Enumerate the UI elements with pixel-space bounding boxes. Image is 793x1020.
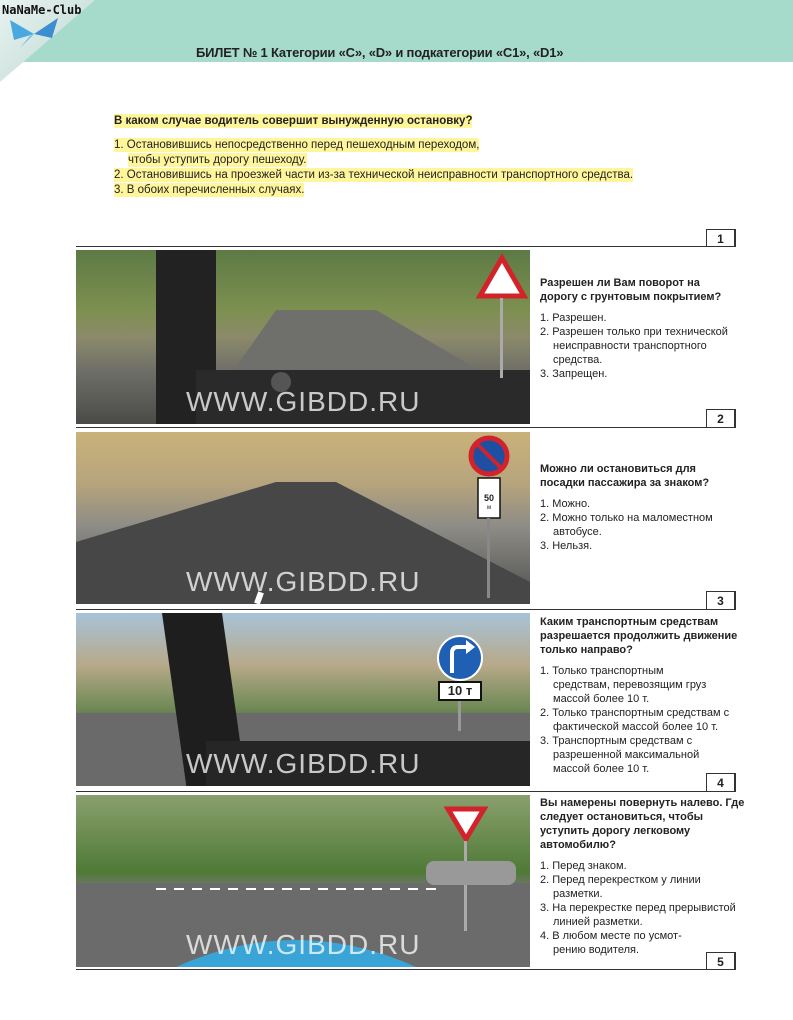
answer: 1. Разрешен. bbox=[540, 312, 607, 324]
question-number: 1 bbox=[706, 229, 736, 247]
answer: 3. Запрещен. bbox=[540, 368, 608, 380]
photo-street-stop bbox=[76, 432, 530, 604]
answer-2: 2. Остановившись на проезжей части из-за технической неисправности транспортного средства. bbox=[114, 169, 634, 181]
answer: 2. Разрешен только при технической неисправности транспортного средства. bbox=[540, 326, 728, 366]
answer: 4. В любом месте по усмот-рению водителя. bbox=[540, 930, 682, 956]
answer: 2. Только транспортным средствам с фактической массой более 10 т. bbox=[540, 707, 730, 733]
main-question bbox=[114, 114, 633, 198]
watermark: WWW.GIBDD.RU bbox=[186, 748, 421, 779]
question-text: Можно ли остановиться для посадки пассажира за знаком? bbox=[540, 463, 710, 489]
photo-right-turn-sign bbox=[76, 613, 530, 786]
answer-1: 1. Остановившись непосредственно перед пешеходным переходом, bbox=[114, 139, 480, 151]
photo-road-turn bbox=[76, 250, 530, 424]
watermark: WWW.GIBDD.RU bbox=[186, 386, 421, 417]
answer: 2. Можно только на маломестном автобусе. bbox=[540, 512, 713, 538]
weight-sign-value: 10 т bbox=[447, 683, 473, 698]
question-text: Каким транспортным средствам разрешается продолжить движение только направо? bbox=[540, 616, 738, 656]
answer: 2. Перед перекрестком у линии разметки. bbox=[540, 874, 701, 900]
divider bbox=[76, 427, 736, 428]
question-3 bbox=[540, 615, 745, 776]
question-number: 5 bbox=[706, 952, 736, 970]
watermark: WWW.GIBDD.RU bbox=[186, 566, 421, 597]
answer-3: 3. В обоих перечисленных случаях. bbox=[114, 184, 305, 196]
answer-1-cont: чтобы уступить дорогу пешеходу. bbox=[128, 154, 307, 166]
question-4 bbox=[540, 796, 745, 957]
answer: 3. Транспортным средствам с разрешенной максимальной массой более 10 т. bbox=[540, 735, 700, 775]
question-1 bbox=[540, 276, 740, 381]
question-text: Вы намерены повернуть налево. Где следует остановиться, чтобы уступить дорогу легковому автомобилю? bbox=[540, 797, 745, 851]
answer: 1. Можно. bbox=[540, 498, 591, 510]
divider bbox=[76, 246, 736, 247]
question-text: Разрешен ли Вам поворот на дорогу с грунтовым покрытием? bbox=[540, 277, 722, 303]
page-title: БИЛЕТ № 1 Категории «C», «D» и подкатегории «C1», «D1» bbox=[196, 45, 564, 60]
answer: 3. Нельзя. bbox=[540, 540, 593, 552]
question-number: 4 bbox=[706, 773, 736, 791]
photo-yield-sign bbox=[76, 795, 530, 967]
logo: NaNaMe-Club bbox=[2, 3, 82, 17]
answer: 1. Только транспортным средствам, перевозящим груз массой более 10 т. bbox=[540, 665, 707, 705]
question-number: 3 bbox=[706, 591, 736, 609]
main-question-text: В каком случае водитель совершит вынужденную остановку? bbox=[114, 115, 473, 127]
distance-sign-unit: м bbox=[486, 505, 492, 511]
divider bbox=[76, 969, 736, 970]
question-2 bbox=[540, 462, 720, 553]
question-number: 2 bbox=[706, 409, 736, 427]
answer: 1. Перед знаком. bbox=[540, 860, 627, 872]
watermark: WWW.GIBDD.RU bbox=[186, 929, 421, 960]
divider bbox=[76, 791, 736, 792]
answer: 3. На перекрестке перед прерывистой линией разметки. bbox=[540, 902, 736, 928]
divider bbox=[76, 609, 736, 610]
distance-sign-value: 50 bbox=[483, 493, 494, 503]
butterfly-icon bbox=[6, 16, 62, 50]
